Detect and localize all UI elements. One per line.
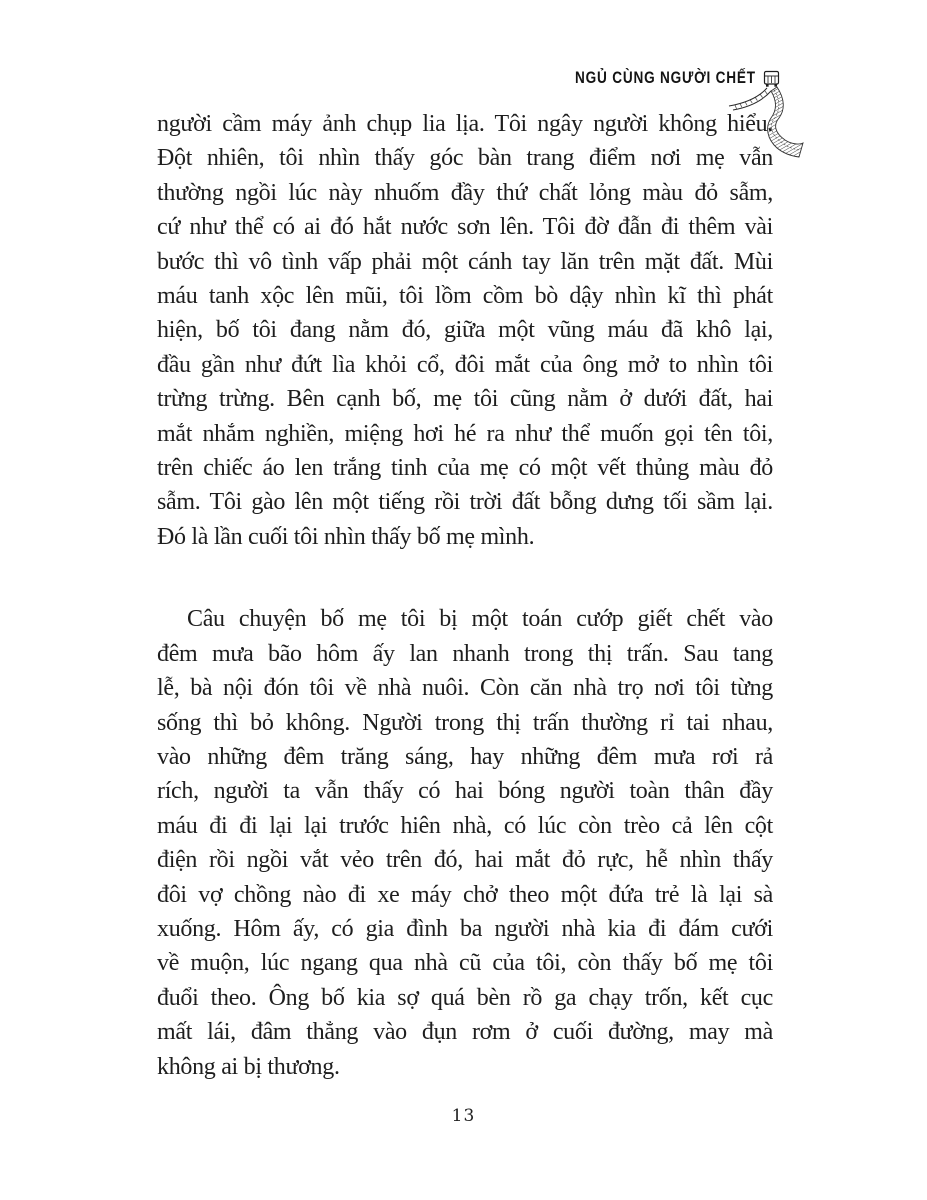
text-line: rích, người ta vẫn thấy có hai bóng người toàn thân đầy <box>157 778 773 805</box>
text-line: mất lái, đâm thẳng vào đụn rơm ở cuối đường, may mà <box>157 1019 773 1046</box>
text-line: sống thì bỏ không. Người trong thị trấn thường rỉ tai nhau, <box>157 709 773 736</box>
text-line: sẫm. Tôi gào lên một tiếng rồi trời đất bỗng dưng tối sầm lại. <box>157 489 773 516</box>
running-head-title: NGỦ CÙNG NGƯỜI CHẾT <box>575 68 756 87</box>
text-line: người cầm máy ảnh chụp lia lịa. Tôi ngây người không hiểu. <box>157 111 773 137</box>
body-text <box>157 107 773 1084</box>
text-line: điện rồi ngồi vắt vẻo trên đó, hai mắt đỏ rực, hễ nhìn thấy <box>157 847 773 874</box>
text-line: máu đi đi lại lại trước hiên nhà, có lúc còn trèo cả lên cột <box>157 812 773 839</box>
text-line: đêm mưa bão hôm ấy lan nhanh trong thị trấn. Sau tang <box>157 640 773 667</box>
text-line: trừng trừng. Bên cạnh bố, mẹ tôi cũng nằm ở dưới đất, hai <box>157 386 773 413</box>
text-line: Đột nhiên, tôi nhìn thấy góc bàn trang điểm nơi mẹ vẫn <box>157 145 773 172</box>
paragraph <box>157 602 773 1084</box>
text-line: bước thì vô tình vấp phải một cánh tay lăn trên mặt đất. Mùi <box>157 248 773 275</box>
text-line: đôi vợ chồng nào đi xe máy chở theo một đứa trẻ là lại sà <box>157 881 773 908</box>
text-line: lễ, bà nội đón tôi về nhà nuôi. Còn căn nhà trọ nơi tôi từng <box>157 675 773 702</box>
page-number: 13 <box>451 1106 476 1126</box>
text-line: đầu gần như đứt lìa khỏi cổ, đôi mắt của ông mở to nhìn tôi <box>157 351 773 378</box>
text-line: xuống. Hôm ấy, có gia đình ba người nhà kia đi đám cưới <box>157 915 773 942</box>
bus-icon <box>765 72 779 87</box>
text-line: không ai bị thương. <box>157 1053 340 1080</box>
text-line: máu tanh xộc lên mũi, tôi lồm cồm bò dậy nhìn kĩ thì phát <box>157 283 773 310</box>
text-line: mắt nhắm nghiền, miệng hơi hé ra như thể muốn gọi tên tôi, <box>157 420 773 447</box>
text-line: vào những đêm trăng sáng, hay những đêm mưa rơi rả <box>157 743 773 770</box>
text-line: hiện, bố tôi đang nằm đó, giữa một vũng máu đã khô lại, <box>157 317 773 344</box>
text-line: Câu chuyện bố mẹ tôi bị một toán cướp giết chết vào <box>187 606 773 633</box>
text-line: cứ như thể có ai đó hắt nước sơn lên. Tôi đờ đẫn đi thêm vài <box>157 214 773 241</box>
text-line: thường ngồi lúc này nhuốm đầy thứ chất lỏng màu đỏ sẫm, <box>157 179 773 206</box>
text-line: đuổi theo. Ông bố kia sợ quá bèn rồ ga chạy trốn, kết cục <box>157 984 773 1011</box>
paragraph <box>157 107 773 554</box>
text-line: trên chiếc áo len trắng tinh của mẹ có một vết thủng màu đỏ <box>157 455 773 482</box>
text-line: Đó là lần cuối tôi nhìn thấy bố mẹ mình. <box>157 523 535 550</box>
text-line: về muộn, lúc ngang qua nhà cũ của tôi, còn thấy bố mẹ tôi <box>157 950 773 977</box>
